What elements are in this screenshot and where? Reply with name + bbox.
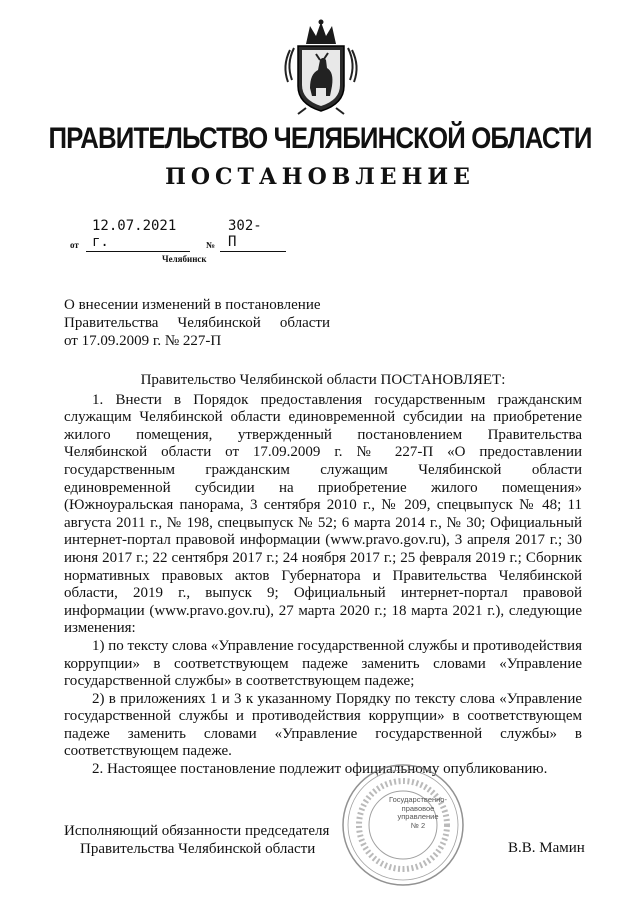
paragraph-1-item-2: 2) в приложениях 1 и 3 к указанному Порядку по тексту слова «Управление государственной службы и противодействия коррупции» в соответствующем падеже заменить словами «Управление государственной службы» в соответствующем падеже. xyxy=(64,690,582,760)
document-number: 302-П xyxy=(228,218,262,250)
number-label: № xyxy=(206,240,216,250)
subject-line-3: от 17.09.2009 г. № 227-П xyxy=(64,333,222,349)
resolution-lead: Правительство Челябинской области ПОСТАНОВЛЯЕТ: xyxy=(140,372,506,388)
document-date: 12.07.2021 г. xyxy=(92,218,177,250)
paragraph-1: 1. Внести в Порядок предоставления государственным гражданским служащим Челябинской области единовременной субсидии на приобретение жилого помещения, утвержденный постановлением Правительства Челябинской области от 17.09.2009 г. № 227-П «О предоставлении государственным гражданским служащим Челябинской области единовременной субсидии на приобретение жилого помещения» (Южноуральская панорама, 3 сентября 2010 г., № 209, спецвыпуск № 48; 11 августа 2011 г., № 198, спецвыпуск № 52; 6 марта 2014 г., № 30; Официальный интернет-портал правовой информации (www.pravo.gov.ru), 3 апреля 2017 г.; 30 июня 2017 г.; 22 сентября 2017 г.; 24 ноября 2017 г.; 25 февраля 2019 г.; Сборник нормативных правовых актов Губернатора и Правительства Челябинской области, 2019 г., выпуск 9; Официальный интернет-портал правовой информации (www.pravo.gov.ru), 27 марта 2020 г.; 18 марта 2021 г.), следующие изменения: xyxy=(64,391,582,637)
document-type: ПОСТАНОВЛЕНИЕ xyxy=(165,164,475,190)
signatory-position-line-1: Исполняющий обязанности председателя xyxy=(64,823,330,839)
document-body xyxy=(64,372,582,779)
signatory-position xyxy=(64,822,329,858)
signatory-position-line-2: Правительства Челябинской области xyxy=(80,841,316,857)
city-label: Челябинск xyxy=(162,254,207,264)
from-label: от xyxy=(70,240,79,250)
subject-line-1: О внесении изменений в постановление xyxy=(64,297,321,313)
seal-center-text: Государственно- правовое управление № 2 xyxy=(389,795,447,830)
subject-line-2: Правительства Челябинской области xyxy=(64,315,330,331)
government-title: ПРАВИТЕЛЬСТВО ЧЕЛЯБИНСКОЙ ОБЛАСТИ xyxy=(48,122,592,155)
paragraph-1-item-1: 1) по тексту слова «Управление государственной службы и противодействия коррупции» в соответствующем падеже заменить словами «Управление государственной службы» в соответствующем падеже; xyxy=(64,637,582,690)
document-subject xyxy=(64,296,330,350)
signatory-name: В.В. Мамин xyxy=(508,840,585,856)
coat-of-arms-emblem xyxy=(276,16,366,116)
paragraph-2: 2. Настоящее постановление подлежит официальному опубликованию. xyxy=(92,761,548,778)
